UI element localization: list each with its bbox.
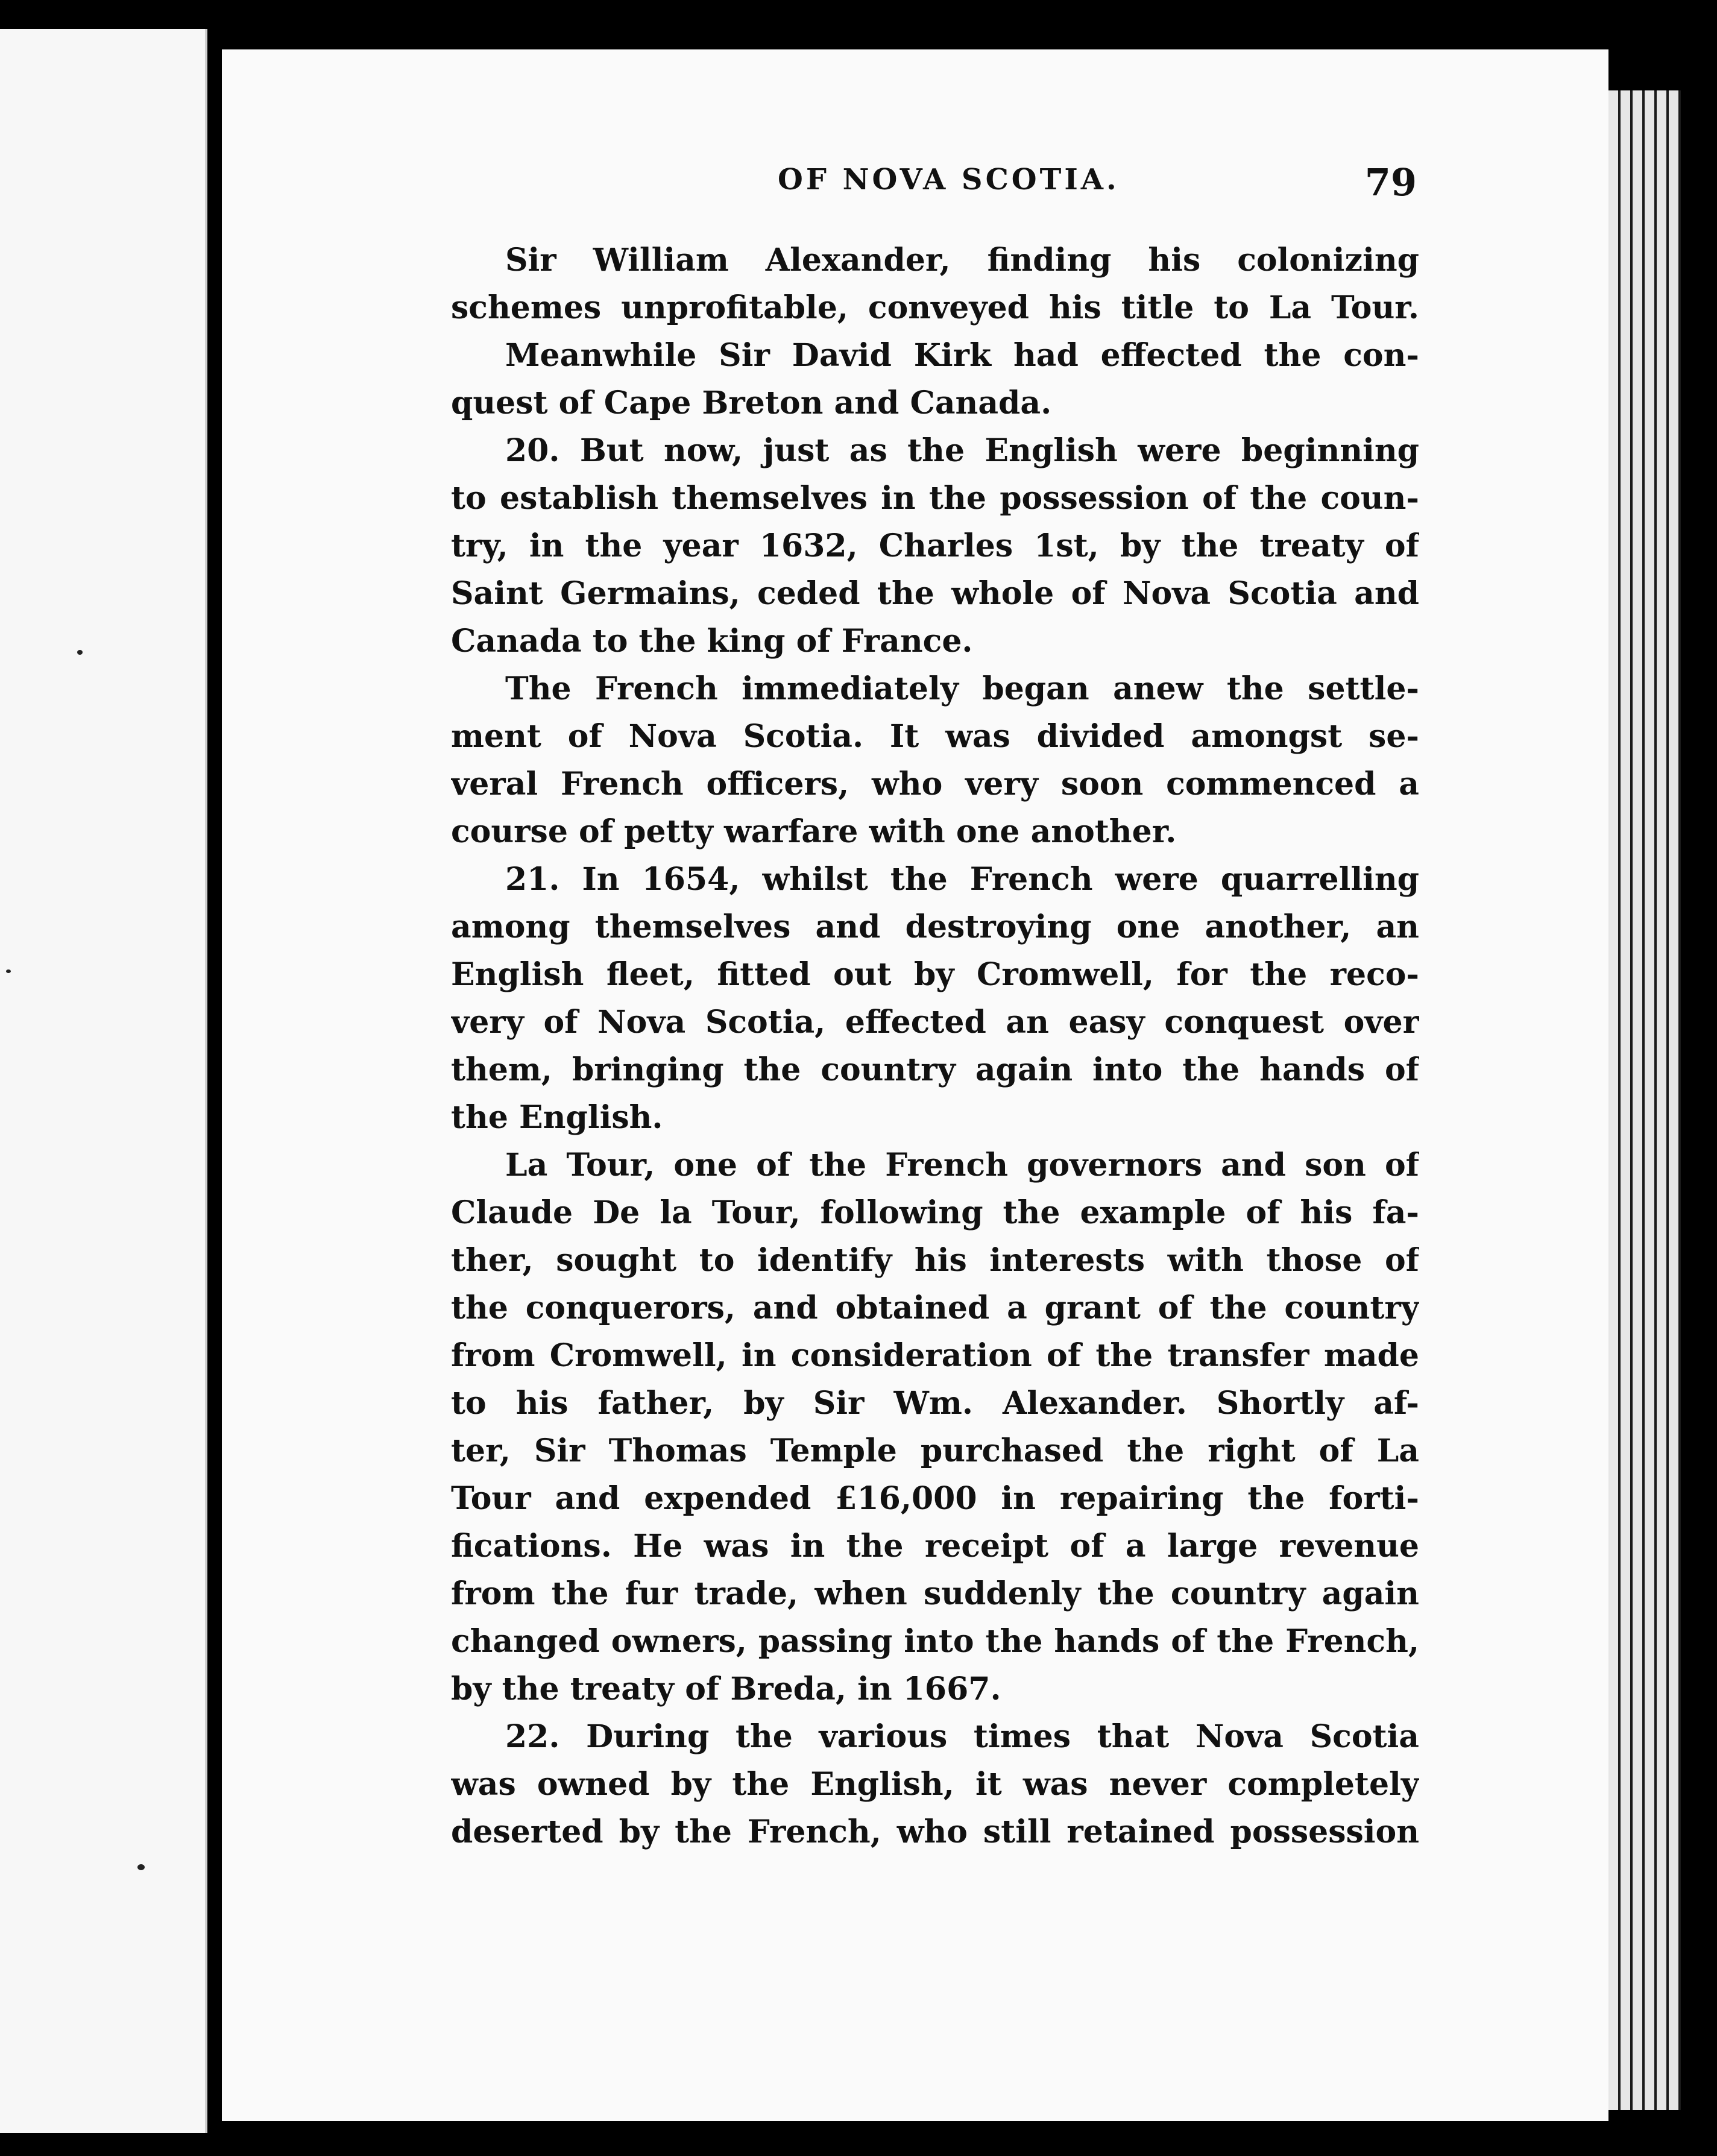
text-line: deserted by the French, who still retained possession (451, 1814, 1419, 1850)
body-text (451, 236, 1419, 1856)
text-line: them, bringing the country again into the hands of (451, 1051, 1419, 1088)
text-line: by the treaty of Breda, in 1667. (451, 1671, 1001, 1707)
text-line: Tour and expended £16,000 in repairing the forti- (451, 1480, 1419, 1517)
text-line: to his father, by Sir Wm. Alexander. Shortly af- (451, 1385, 1419, 1422)
page-edges (1608, 90, 1681, 2110)
facing-page (0, 29, 207, 2133)
text-line: Saint Germains, ceded the whole of Nova Scotia and (451, 575, 1419, 612)
text-line: very of Nova Scotia, effected an easy conquest over (451, 1004, 1419, 1041)
text-line: veral French officers, who very soon commenced a (451, 766, 1419, 802)
running-head (452, 160, 1417, 211)
text-line: the English. (451, 1099, 663, 1136)
text-line: Meanwhile Sir David Kirk had effected the con- (505, 337, 1419, 374)
ink-speck (137, 1864, 145, 1870)
text-line: English fleet, fitted out by Cromwell, for the reco- (451, 956, 1419, 993)
text-line: Sir William Alexander, finding his colonizing (505, 242, 1419, 279)
text-line: changed owners, passing into the hands of the French, (451, 1623, 1419, 1660)
text-line: among themselves and destroying one another, an (451, 909, 1419, 945)
text-line: ter, Sir Thomas Temple purchased the right of La (451, 1433, 1419, 1469)
text-line: La Tour, one of the French governors and son of (505, 1147, 1419, 1184)
text-line: was owned by the English, it was never completely (451, 1766, 1419, 1803)
ink-speck (6, 969, 11, 973)
text-line: from Cromwell, in consideration of the transfer made (451, 1337, 1419, 1374)
text-line: ment of Nova Scotia. It was divided amongst se- (451, 718, 1419, 755)
text-line: 22. During the various times that Nova Scotia (505, 1718, 1419, 1755)
page-number: 79 (1364, 160, 1417, 204)
text-line: The French immediately began anew the settle- (505, 670, 1419, 707)
text-line: the conquerors, and obtained a grant of the country (451, 1290, 1419, 1326)
text-line: try, in the year 1632, Charles 1st, by the treaty of (451, 528, 1419, 564)
text-line: to establish themselves in the possession of the coun- (451, 480, 1419, 517)
text-line: 21. In 1654, whilst the French were quarrelling (505, 861, 1419, 898)
text-line: course of petty warfare with one another. (451, 813, 1177, 850)
text-line: 20. But now, just as the English were beginning (505, 432, 1419, 469)
ink-speck (77, 650, 83, 655)
text-line: quest of Cape Breton and Canada. (451, 385, 1052, 421)
text-line: Claude De la Tour, following the example of his fa- (451, 1194, 1419, 1231)
text-line: schemes unprofitable, conveyed his title to La Tour. (451, 289, 1419, 326)
text-line: from the fur trade, when suddenly the country again (451, 1575, 1419, 1612)
text-line: fications. He was in the receipt of a large revenue (451, 1528, 1419, 1565)
running-head-title: OF NOVA SCOTIA. (778, 163, 1120, 197)
text-line: ther, sought to identify his interests with those of (451, 1242, 1419, 1279)
text-line: Canada to the king of France. (451, 623, 973, 660)
